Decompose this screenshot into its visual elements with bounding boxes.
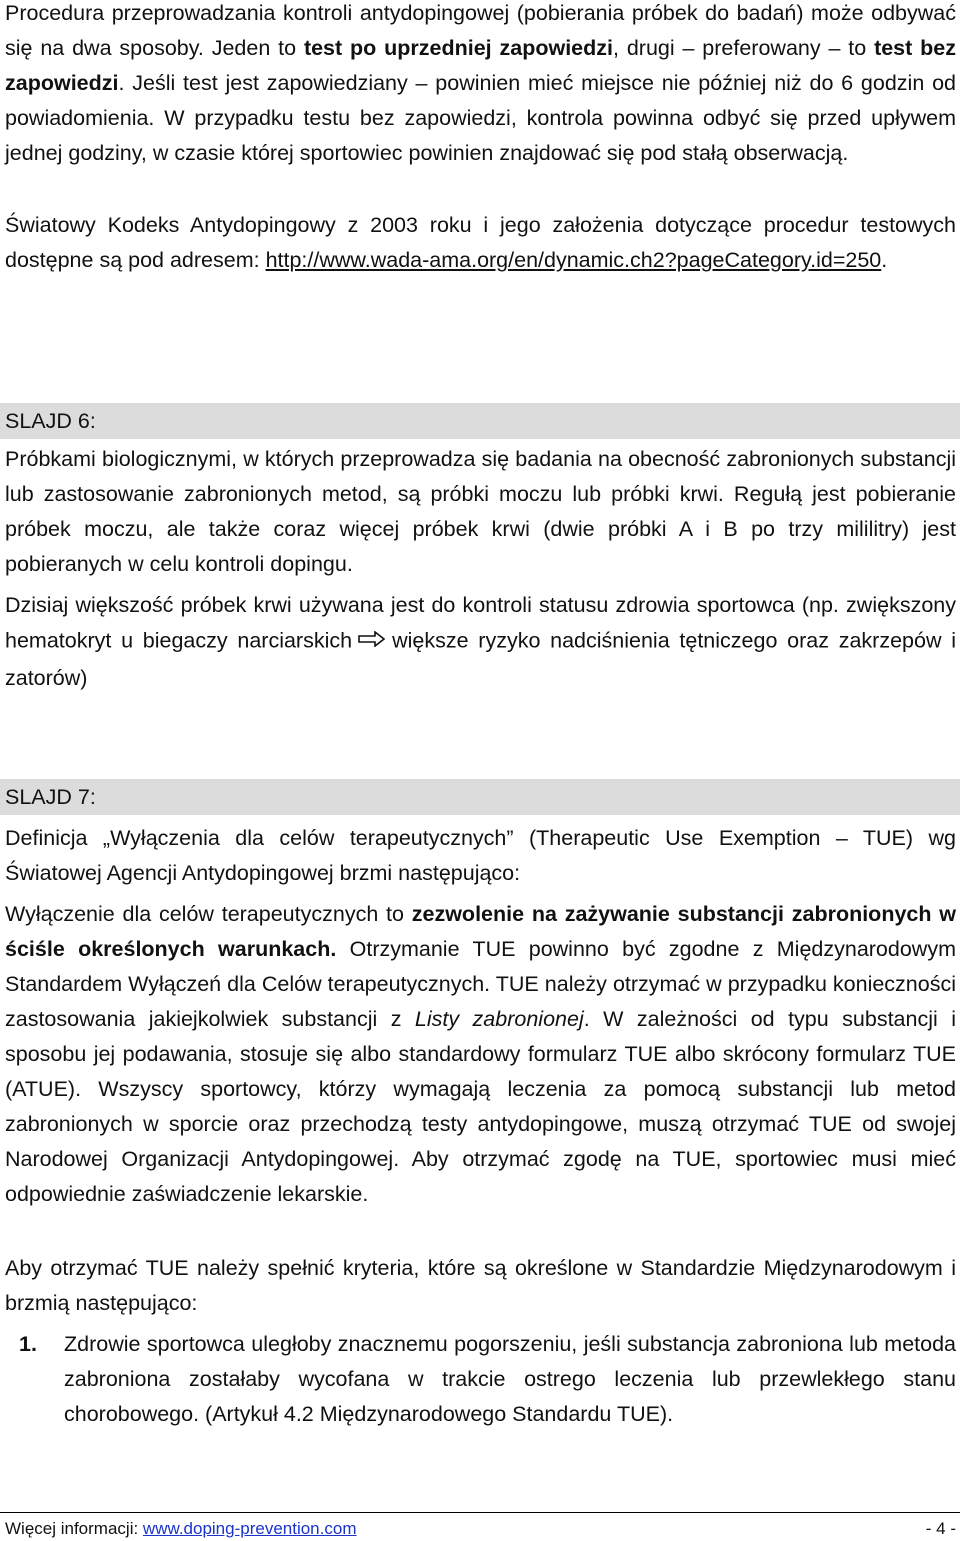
page-footer: [5, 1517, 956, 1541]
wada-link[interactable]: http://www.wada-ama.org/en/dynamic.ch2?pageCategory.id=250: [265, 248, 882, 272]
bold-text: test bez zapowiedzi: [5, 36, 956, 95]
footer-link[interactable]: www.doping-prevention.com: [142, 1519, 357, 1538]
text-span: Wyłączenie dla celów terapeutycznych to: [5, 902, 412, 926]
text-span: Otrzymanie TUE powinno być zgodne z Międzynarodowym Standardem Wyłączeń dla Celów terapeutycznych. TUE należy otrzymać w przypadku konieczności zastosowania jakiejkolwiek substancji z: [5, 937, 956, 1031]
slide-6-paragraph-1: Próbkami biologicznymi, w których przeprowadza się badania na obecność zabronionych substancji lub zastosowanie zabronionych metod, są próbki moczu lub próbki krwi. Regułą jest pobieranie próbek moczu, ale także coraz więcej próbek krwi (dwie próbki A i B po trzy mililitry) jest pobieranych w celu kontroli dopingu.: [5, 447, 956, 576]
right-arrow-outline-icon: [358, 623, 386, 658]
text-span: Procedura przeprowadzania kontroli antydopingowej (pobierania próbek do badań) może odbywać się na dwa sposoby. Jeden to: [5, 1, 956, 60]
intro-paragraph-1: [5, 0, 956, 171]
text-span: , drugi – preferowany – to: [613, 36, 875, 60]
text-span: Światowy Kodeks Antydopingowy z 2003 roku i jego założenia dotyczące procedur testowych dostępne są pod adresem:: [5, 213, 956, 272]
slide-6-heading-bar: [0, 403, 960, 439]
intro-paragraph-2: [5, 208, 956, 278]
italic-text: Listy zabronionej: [414, 1007, 584, 1031]
footer-label: Więcej informacji:: [5, 1519, 143, 1538]
bold-text: test po uprzedniej zapowiedzi: [303, 36, 613, 60]
text-span: Dzisiaj większość próbek krwi używana jest do kontroli statusu zdrowia sportowca (np. zwiększony hematokryt u biegaczy narciarskich: [5, 593, 956, 653]
list-number: 1.: [19, 1332, 37, 1356]
slide-7-paragraph-2: [5, 897, 956, 1212]
slide-6-heading: SLAJD 6:: [5, 409, 96, 433]
slide-7-heading: SLAJD 7:: [5, 785, 96, 809]
slide-6-paragraph-2: [5, 588, 956, 696]
page-number: - 4 -: [925, 1519, 956, 1538]
slide-7-heading-bar: [0, 779, 960, 815]
list-item-text: Zdrowie sportowca uległoby znacznemu pogorszeniu, jeśli substancja zabroniona lub metoda zabroniona zostałaby wycofana w trakcie ostrego leczenia lub przewlekłego stanu chorobowego. (Artykuł 4.2 Międzynarodowego Standardu TUE).: [64, 1332, 956, 1426]
text-span: . Jeśli test jest zapowiedziany – powinien mieć miejsce nie później niż do 6 godzin od powiadomienia. W przypadku testu bez zapowiedzi, kontrola powinna odbyć się przed upływem jednej godziny, w czasie której sportowiec powinien znajdować się pod stałą obserwacją.: [5, 71, 956, 165]
footer-divider: [0, 1512, 960, 1513]
text-span: większe ryzyko nadciśnienia tętniczego oraz zakrzepów i zatorów): [5, 628, 956, 690]
slide-7-paragraph-3: Aby otrzymać TUE należy spełnić kryteria, które są określone w Standardzie Międzynarodowym i brzmią następująco:: [5, 1256, 956, 1315]
slide-7-definition: Definicja „Wyłączenia dla celów terapeutycznych” (Therapeutic Use Exemption – TUE) wg Światowej Agencji Antydopingowej brzmi następująco:: [5, 826, 956, 885]
text-span: . W zależności od typu substancji i sposobu jej podawania, stosuje się albo standardowy formularz TUE albo skrócony formularz TUE (ATUE). Wszyscy sportowcy, którzy wymagają leczenia za pomocą substancji lub metod zabronionych w sporcie oraz przechodzą testy antydopingowe, muszą otrzymać TUE od swojej Narodowej Organizacji Antydopingowej. Aby otrzymać zgodę na TUE, sportowiec musi mieć odpowiednie zaświadczenie lekarskie.: [5, 1007, 956, 1206]
text-span: .: [881, 248, 888, 272]
bold-text: zezwolenie na zażywanie substancji zabronionych w ściśle określonych warunkach.: [5, 902, 956, 961]
